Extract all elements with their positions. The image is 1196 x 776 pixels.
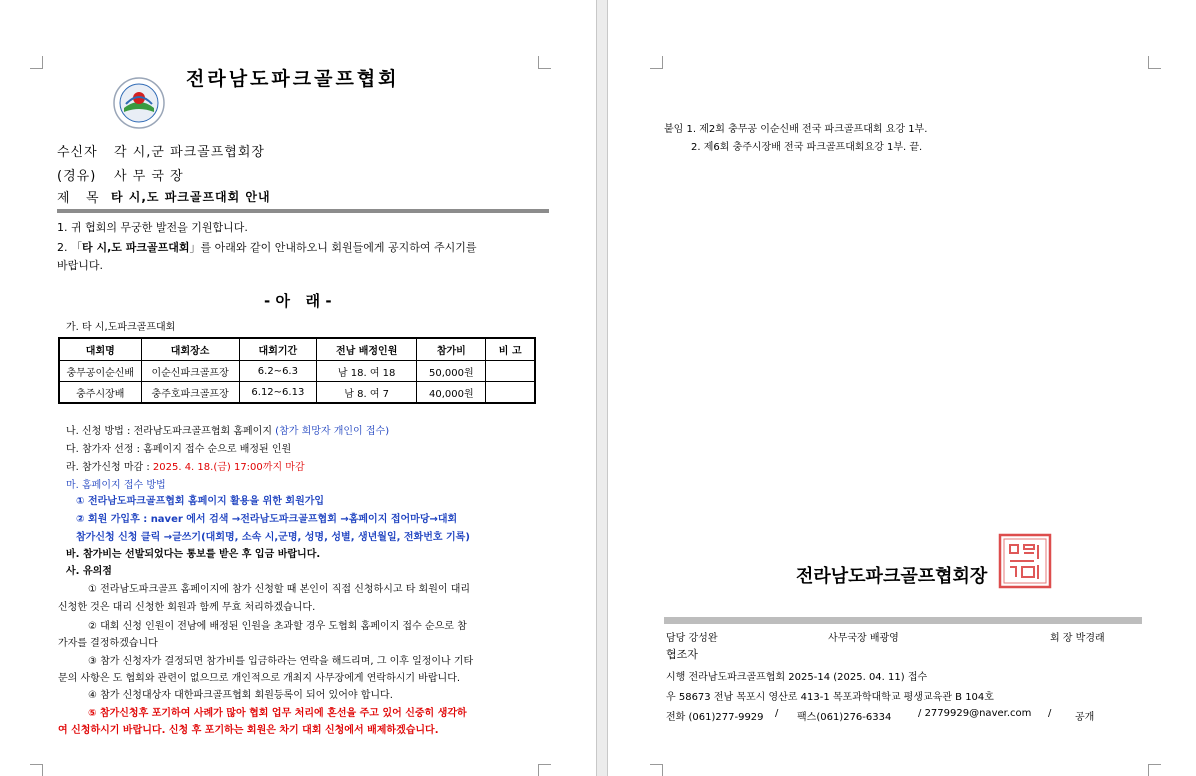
col-header-quota: 전남 배정인원 xyxy=(317,338,417,361)
table-cell: 6.12~6.13 xyxy=(239,382,316,404)
page-corner-mark xyxy=(650,56,663,69)
page-corner-mark xyxy=(1148,764,1161,776)
ma-item-2-line-2: 참가신청 신청 클릭 →글쓰기(대회명, 소속 시,군명, 성명, 성별, 생년월일, 전화번호 기록) xyxy=(76,532,470,543)
below-heading: - 아 래 - xyxy=(264,292,332,310)
header-divider xyxy=(57,209,549,213)
sa-item-2-line-1: ② 대회 신청 인원이 전남에 배정된 인원을 초과할 경우 도협회 홈페이지 접수 순으로 참 xyxy=(88,621,467,632)
attachment-line-1: 붙임 1. 제2회 충무공 이순신배 전국 파크골프대회 요강 1부. xyxy=(664,124,928,135)
col-header-fee: 참가비 xyxy=(417,338,486,361)
footer-divider xyxy=(664,617,1142,624)
paragraph-1: 1. 귀 협회의 무궁한 발전을 기원합니다. xyxy=(57,221,248,234)
page-corner-mark xyxy=(650,764,663,776)
paragraph-2-prefix: 2. 「 xyxy=(57,241,82,254)
sa-item-1-line-1: ① 전라남도파크골프 홈페이지에 참가 신청할 때 본인이 직접 신청하시고 타 회원이 대리 xyxy=(88,584,471,595)
table-cell: 충주호파크골프장 xyxy=(141,382,239,404)
sa-item-3-line-2: 문의 사항은 도 협회와 관련이 없으므로 개인적으로 개최지 사무장에게 연락하시기 바랍니다. xyxy=(58,673,461,684)
page-gutter xyxy=(596,0,608,776)
section-na-note: (참가 희망자 개인이 접수) xyxy=(275,426,390,437)
email-address: 2779929@naver.com xyxy=(924,708,1032,719)
paragraph-2 xyxy=(57,239,477,255)
col-header-event-name: 대회명 xyxy=(59,338,141,361)
fax-info: 팩스(061)276-6334 xyxy=(797,712,892,723)
table-cell: 남 18. 여 18 xyxy=(317,361,417,382)
table-cell: 이순신파크골프장 xyxy=(141,361,239,382)
separator: / xyxy=(1048,708,1052,719)
address-info: 우 58673 전남 목포시 영산로 413-1 목포과학대학교 평생교육관 B 104호 xyxy=(666,692,994,703)
section-sa: 사. 유의점 xyxy=(66,566,112,577)
staff-secretary: 사무국장 배광영 xyxy=(828,633,899,644)
event-table xyxy=(58,337,536,404)
table-cell: 40,000원 xyxy=(417,382,486,404)
page-corner-mark xyxy=(538,764,551,776)
table-cell xyxy=(486,361,535,382)
enforcement-info: 시행 전라남도파크골프협회 2025-14 (2025. 04. 11) 접수 xyxy=(666,672,928,683)
section-ra xyxy=(66,458,305,473)
col-header-remarks: 비 고 xyxy=(486,338,535,361)
sa-item-3-line-1: ③ 참가 신청자가 결정되면 참가비를 입금하라는 연락을 해드리며, 그 이후 일정이나 기타 xyxy=(88,656,474,667)
ma-item-2-line-1: ② 회원 가입후 : naver 에서 검색 →전라남도파크골프협회 →홈페이지 접어마당→대회 xyxy=(76,514,458,525)
section-da: 다. 참가자 선정 : 홈페이지 접수 순으로 배정된 인원 xyxy=(66,444,292,455)
ma-item-1: ① 전라남도파크골프협회 홈페이지 활용을 위한 회원가입 xyxy=(76,496,325,507)
section-ra-text: 라. 참가신청 마감 : xyxy=(66,462,153,473)
table-cell: 남 8. 여 7 xyxy=(317,382,417,404)
cooperator-label: 협조자 xyxy=(666,648,698,661)
sa-item-5-line-1: ⑤ 참가신청후 포기하여 사례가 많아 협회 업무 처리에 혼선을 주고 있어 신중히 생각하 xyxy=(88,708,467,719)
recipient-value: 각 시,군 파크골프협회장 xyxy=(114,145,265,160)
subject-value: 타 시,도 파크골프대회 안내 xyxy=(111,190,271,204)
sa-item-5-line-2: 여 신청하시기 바랍니다. 신청 후 포기하는 회원은 차기 대회 신청에서 배제하겠습니다. xyxy=(58,725,439,736)
col-header-venue: 대회장소 xyxy=(141,338,239,361)
attachment-line-2: 2. 제6회 충주시장배 전국 파크골프대회요강 1부. 끝. xyxy=(691,142,923,153)
paragraph-2-line-2: 바랍니다. xyxy=(57,259,104,272)
page-corner-mark xyxy=(1148,56,1161,69)
col-header-period: 대회기간 xyxy=(239,338,316,361)
document-page-2 xyxy=(608,0,1196,776)
email-info: / 2779929@naver.com xyxy=(918,708,1032,719)
table-cell: 50,000원 xyxy=(417,361,486,382)
document-page-1 xyxy=(0,0,596,776)
page-corner-mark xyxy=(30,764,43,776)
staff-president: 회 장 박경래 xyxy=(1050,633,1105,644)
section-ba: 바. 참가비는 선발되었다는 통보를 받은 후 입금 바랍니다. xyxy=(66,549,321,560)
table-cell: 충무공이순신배 xyxy=(59,361,141,382)
separator: / xyxy=(775,708,779,719)
staff-contact: 담당 강성완 xyxy=(666,633,718,644)
table-cell xyxy=(486,382,535,404)
paragraph-2-event: 타 시,도 파크골프대회 xyxy=(82,241,190,254)
section-ra-deadline: 2025. 4. 18.(금) 17:00까지 마감 xyxy=(152,462,305,473)
recipient-label: 수신자 xyxy=(57,145,98,160)
table-row xyxy=(59,382,535,404)
page-corner-mark xyxy=(30,56,43,69)
section-ma: 마. 홈페이지 접수 방법 xyxy=(66,480,166,491)
official-seal-icon xyxy=(998,533,1052,589)
table-header-row xyxy=(59,338,535,361)
subject-label: 제 목 xyxy=(57,191,100,206)
via-label: (경유) xyxy=(57,169,97,184)
via-value: 사 무 국 장 xyxy=(114,169,184,184)
sa-item-2-line-2: 가자를 결정하겠습니다 xyxy=(58,638,158,649)
org-title: 전라남도파크골프협회 xyxy=(186,68,400,90)
association-emblem-icon xyxy=(112,76,166,130)
sa-item-1-line-2: 신청한 것은 대리 신청한 회원과 함께 무효 처리하겠습니다. xyxy=(58,602,316,613)
table-cell: 6.2~6.3 xyxy=(239,361,316,382)
sender-title: 전라남도파크골프협회장 xyxy=(796,566,988,587)
phone-info: 전화 (061)277-9929 xyxy=(666,712,764,723)
sa-item-4: ④ 참가 신청대상자 대한파크골프협회 회원등록이 되어 있어야 합니다. xyxy=(88,690,393,701)
paragraph-2-rest: 」를 아래와 같이 안내하오니 회원들에게 공지하여 주시기를 xyxy=(189,241,477,254)
section-na-text: 나. 신청 방법 : 전라남도파크골프협회 홈페이지 xyxy=(66,426,272,437)
table-row xyxy=(59,361,535,382)
page-corner-mark xyxy=(538,56,551,69)
table-cell: 충주시장배 xyxy=(59,382,141,404)
disclosure-info: 공개 xyxy=(1075,712,1095,723)
section-na xyxy=(66,422,389,437)
section-ga: 가. 타 시,도파크골프대회 xyxy=(66,322,176,333)
